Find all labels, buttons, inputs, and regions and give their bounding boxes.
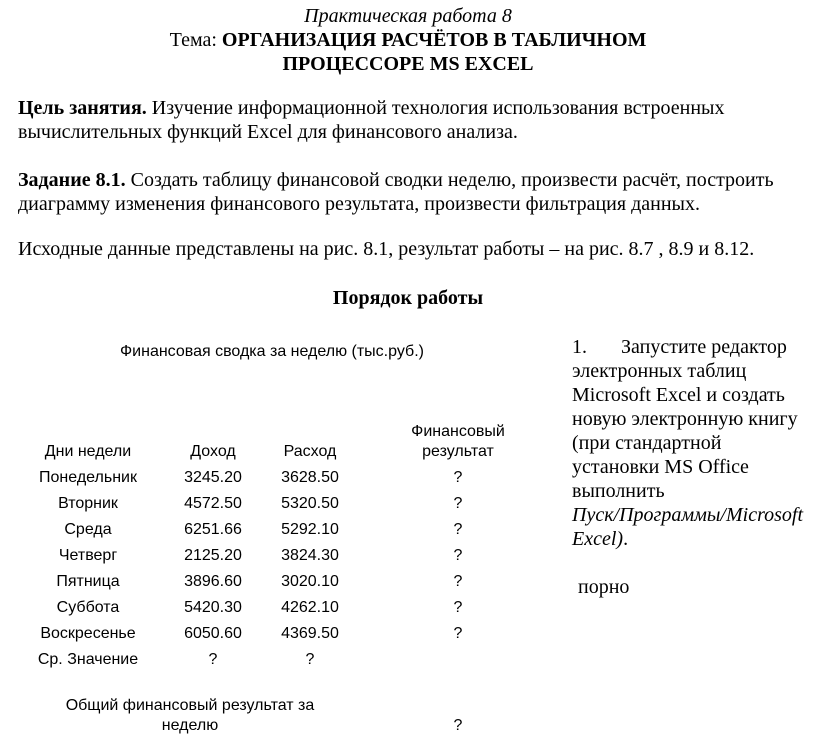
step-1-path-end: Excel) [572, 528, 624, 550]
step-1-line-4: новую электронную книгу [572, 408, 798, 430]
header-result-line-2: результат [422, 443, 494, 460]
step-1-line-1 [572, 335, 787, 359]
topic-title-part1: ОРГАНИЗАЦИЯ РАСЧЁТОВ В ТАБЛИЧНОМ [221, 29, 647, 51]
extra-word: порно [578, 576, 630, 598]
step-1-number: 1. [572, 336, 587, 358]
header-day: Дни недели [44, 443, 132, 460]
row-result: ? [453, 469, 463, 486]
row-result: ? [453, 521, 463, 538]
row-expense: 3824.30 [281, 547, 339, 564]
topic-line-1 [0, 28, 816, 52]
row-expense: 4369.50 [281, 625, 339, 642]
row-income: 6050.60 [184, 625, 242, 642]
average-income: ? [208, 651, 218, 668]
goal-text-2: вычислительных функций Excel для финансового анализа. [18, 121, 518, 143]
goal-label: Цель занятия. [18, 97, 147, 119]
task-text-2: диаграмму изменения финансового результата, произвести фильтрация данных. [18, 193, 700, 215]
step-1-period: . [623, 528, 629, 550]
practical-title: Практическая работа 8 [304, 5, 512, 27]
task-text-1: Создать таблицу финансовой сводки неделю, произвести расчёт, построить [130, 169, 774, 191]
row-expense: 5320.50 [281, 495, 339, 512]
total-label-line-1: Общий финансовый результат за [65, 697, 315, 714]
row-day: Среда [64, 521, 112, 538]
row-day: Воскресенье [40, 625, 136, 642]
row-result: ? [453, 625, 463, 642]
step-1-line-7: выполнить [572, 480, 665, 502]
row-income: 6251.66 [184, 521, 242, 538]
step-1-text-1: Запустите редактор [621, 336, 787, 358]
topic-label: Тема: [169, 29, 217, 51]
step-1-line-2: электронных таблиц [572, 360, 747, 382]
row-day: Вторник [58, 495, 118, 512]
row-day: Понедельник [39, 469, 137, 486]
row-income: 5420.30 [184, 599, 242, 616]
row-day: Суббота [56, 599, 120, 616]
row-income: 4572.50 [184, 495, 242, 512]
row-expense: 3628.50 [281, 469, 339, 486]
row-result: ? [453, 547, 463, 564]
procedure-heading: Порядок работы [332, 287, 484, 309]
header-result-line-1: Финансовый [411, 423, 505, 440]
step-1-path-line-2 [572, 527, 628, 551]
row-expense: 5292.10 [281, 521, 339, 538]
table-title: Финансовая сводка за неделю (тыс.руб.) [120, 343, 424, 360]
goal-line-1 [18, 96, 725, 120]
average-label: Ср. Значение [37, 651, 139, 668]
row-expense: 3020.10 [281, 573, 339, 590]
row-income: 2125.20 [184, 547, 242, 564]
task-line-1 [18, 168, 774, 192]
row-expense: 4262.10 [281, 599, 339, 616]
total-value: ? [453, 717, 463, 734]
row-income: 3896.60 [184, 573, 242, 590]
step-1-line-5: (при стандартной [572, 432, 722, 454]
row-result: ? [453, 599, 463, 616]
goal-text-1: Изучение информационной технология использования встроенных [151, 97, 725, 119]
task-label: Задание 8.1. [18, 169, 126, 191]
total-label-line-2: неделю [161, 717, 219, 734]
step-1-path-line-1: Пуск/Программы/Microsoft [572, 504, 804, 526]
row-income: 3245.20 [184, 469, 242, 486]
row-day: Четверг [58, 547, 118, 564]
row-day: Пятница [56, 573, 120, 590]
header-expense: Расход [283, 443, 337, 460]
header-income: Доход [190, 443, 236, 460]
topic-title-part2: ПРОЦЕССОРЕ MS EXCEL [282, 53, 534, 75]
source-note: Исходные данные представлены на рис. 8.1, результат работы – на рис. 8.7 , 8.9 и 8.12. [18, 238, 755, 260]
row-result: ? [453, 573, 463, 590]
step-1-line-6: установки MS Office [572, 456, 749, 478]
row-result: ? [453, 495, 463, 512]
step-1-line-3: Microsoft Excel и создать [572, 384, 785, 406]
average-expense: ? [305, 651, 315, 668]
